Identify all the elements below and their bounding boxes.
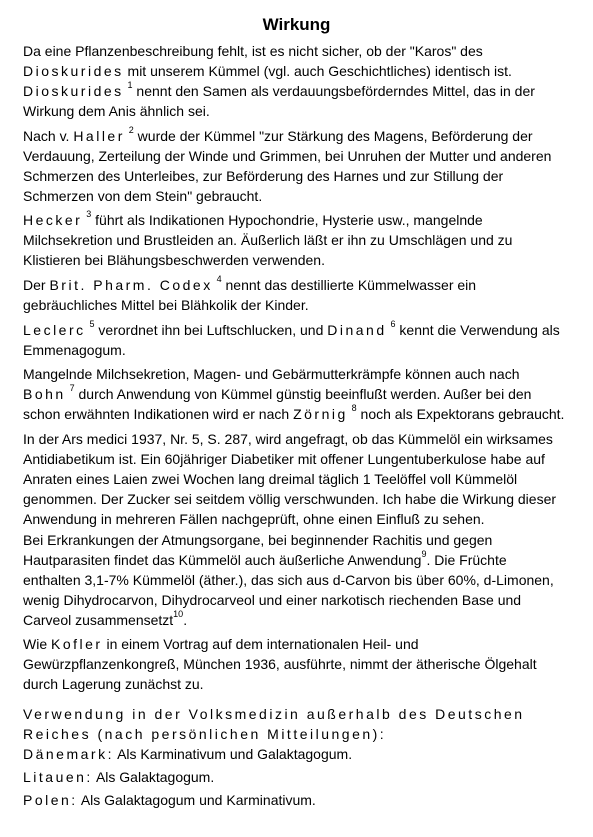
paragraph-1 — [23, 41, 578, 121]
paragraph-9 — [23, 634, 578, 694]
text-run: genommen. Der Zucker sei seitdem völlig verschwunden. Ich habe die Wirkung dieser — [23, 491, 557, 507]
text-line — [23, 654, 578, 674]
text-line — [23, 634, 578, 654]
spaced-name: Brit. Pharm. Codex — [49, 277, 213, 293]
text-run: führt als Indikationen Hypochondrie, Hysterie usw., mangelnde — [91, 212, 483, 228]
text-line — [23, 724, 578, 744]
text-line — [23, 166, 578, 186]
text-run — [387, 322, 391, 338]
spaced-name: Litauen: — [23, 769, 93, 785]
text-line — [23, 384, 578, 404]
text-run: in einem Vortrag auf dem internationalen Heil- und — [102, 636, 419, 652]
text-line — [23, 61, 578, 81]
text-line — [23, 704, 578, 724]
text-run: verordnet ihn bei Luftschlucken, und — [94, 322, 328, 338]
text-line — [23, 364, 578, 384]
paragraph-10 — [23, 704, 578, 744]
text-line — [23, 429, 578, 449]
spaced-name: Hecker — [23, 212, 83, 228]
paragraph-11 — [23, 744, 578, 764]
text-line — [23, 230, 578, 250]
text-line — [23, 509, 578, 529]
text-run — [66, 386, 70, 402]
spaced-name: Dioskurides — [23, 83, 124, 99]
text-line — [23, 81, 578, 101]
page-title: Wirkung — [262, 15, 331, 34]
text-run: Anwendung in mehreren Fällen nachgeprüft, ohne einen Einfluß zu sehen. — [23, 511, 485, 527]
text-run: Verdauung, Zerteilung der Winde und Grimmen, bei Unruhen der Mutter und anderen — [23, 148, 552, 164]
footnote-ref: 6 — [390, 319, 396, 329]
text-run: kennt die Verwendung als — [395, 322, 560, 338]
text-run: schon erwähnten Indikationen wird er nach — [23, 406, 294, 422]
text-line — [23, 295, 578, 315]
text-line — [23, 404, 578, 424]
spaced-name: Bohn — [23, 386, 66, 402]
text-line — [23, 530, 578, 550]
spaced-name: Dinand — [327, 322, 387, 338]
text-line — [23, 101, 578, 121]
text-run: Der — [23, 277, 50, 293]
spaced-name: Verwendung in der Volksmedizin außerhalb des Deutschen — [23, 706, 525, 722]
text-line — [23, 210, 578, 230]
footnote-ref: 2 — [128, 125, 134, 135]
paragraph-7 — [23, 429, 578, 529]
paragraph-13 — [23, 790, 578, 810]
text-line — [23, 469, 578, 489]
spaced-name: Leclerc — [23, 322, 86, 338]
text-run: Als Galaktagogum. — [92, 769, 215, 785]
text-run: Bei Erkrankungen der Atmungsorgane, bei beginnender Rachitis und gegen — [23, 532, 493, 548]
text-line — [23, 41, 578, 61]
text-run: wenig Dihydrocarvon, Dihydrocarveol und einer narkotisch riechenden Base und — [23, 592, 522, 608]
text-run — [86, 322, 90, 338]
text-run: Anraten eines Laien zwei Wochen lang dreimal täglich 1 Teelöffel voll Kümmelöl — [23, 471, 518, 487]
paragraph-8 — [23, 530, 578, 630]
footnote-ref: 8 — [351, 403, 357, 413]
text-run: nennt den Samen als verdauungsbeförderndes Mittel, das in der — [132, 83, 535, 99]
text-run: Wirkung dem Anis ähnlich sei. — [23, 103, 210, 119]
text-run: Als Galaktagogum und Karminativum. — [77, 792, 316, 808]
text-line — [23, 767, 578, 787]
text-line — [23, 570, 578, 590]
text-line — [23, 610, 578, 630]
footnote-ref: 7 — [69, 383, 75, 393]
text-run: Wie — [23, 636, 51, 652]
text-line — [23, 320, 578, 340]
text-run: In der Ars medici 1937, Nr. 5, S. 287, wird angefragt, ob das Kümmelöl ein wirksames — [23, 431, 553, 447]
text-run: Antidiabetikum ist. Ein 60jähriger Diabetiker mit offener Lungentuberkulose habe auf — [23, 451, 545, 467]
text-run: Schmerzen von dem Stein" gebraucht. — [23, 188, 263, 204]
footnote-ref: 1 — [127, 80, 133, 90]
paragraph-4 — [23, 275, 578, 315]
text-run: durch Lagerung zunächst zu. — [23, 676, 204, 692]
spaced-name: Reiches (nach persönlichen Mitteilungen): — [23, 726, 387, 742]
text-run: Milchsekretion und Brustleiden an. Äußerlich läßt er ihn zu Umschlägen und zu — [23, 232, 513, 248]
paragraph-2 — [23, 126, 578, 206]
text-run: Carveol zusammensetzt — [23, 612, 174, 628]
text-run: mit unserem Kümmel (vgl. auch Geschichtliches) identisch ist. — [123, 63, 512, 79]
footnote-ref: 5 — [89, 319, 95, 329]
text-line — [23, 449, 578, 469]
text-run: Da eine Pflanzenbeschreibung fehlt, ist es nicht sicher, ob der "Karos" des — [23, 43, 483, 59]
text-run: Mangelnde Milchsekretion, Magen- und Gebärmutterkrämpfe können auch nach — [23, 366, 520, 382]
text-run: enthalten 3,1-7% Kümmelöl (äther.), das sich aus d-Carvon bis über 60%, d-Limonen, — [23, 572, 554, 588]
text-run: durch Anwendung von Kümmel günstig beeinflußt werden. Außer bei den — [74, 386, 532, 402]
text-line — [23, 790, 578, 810]
paragraph-5 — [23, 320, 578, 360]
footnote-ref: 3 — [86, 209, 92, 219]
text-line — [23, 186, 578, 206]
text-run: . — [183, 612, 188, 628]
text-run: Gewürzpflanzenkongreß, München 1936, ausführte, nimmt der ätherische Ölgehalt — [23, 656, 537, 672]
text-run: wurde der Kümmel "zur Stärkung des Magens, Beförderung der — [133, 128, 533, 144]
text-line — [23, 550, 578, 570]
text-run — [124, 83, 128, 99]
spaced-name: Zörnig — [293, 406, 348, 422]
text-run: . Die Früchte — [426, 552, 507, 568]
paragraph-6 — [23, 364, 578, 424]
text-run: gebräuchliches Mittel bei Blähkolik der Kinder. — [23, 297, 309, 313]
spaced-name: Dioskurides — [23, 63, 124, 79]
spaced-name: Kofler — [51, 636, 103, 652]
footnote-ref: 4 — [216, 274, 222, 284]
footnote-ref: 9 — [421, 549, 427, 559]
text-run: noch als Expektorans gebraucht. — [356, 406, 565, 422]
text-line — [23, 250, 578, 270]
text-run: nennt das destillierte Kümmelwasser ein — [221, 277, 477, 293]
paragraph-3 — [23, 210, 578, 270]
text-line — [23, 489, 578, 509]
text-run: Klistieren bei Blähungsbeschwerden verwenden. — [23, 252, 325, 268]
paragraph-12 — [23, 767, 578, 787]
spaced-name: Dänemark: — [23, 746, 114, 762]
text-run: Schmerzen des Unterleibes, zur Beförderung des Harnes und zur Stillung der — [23, 168, 504, 184]
text-line — [23, 340, 578, 360]
text-line — [23, 126, 578, 146]
text-run: Emmenagogum. — [23, 342, 126, 358]
spaced-name: Polen: — [23, 792, 78, 808]
text-line — [23, 146, 578, 166]
text-run: Nach v. — [23, 128, 74, 144]
footnote-ref: 10 — [173, 609, 184, 619]
text-line — [23, 674, 578, 694]
text-line — [23, 275, 578, 295]
text-line — [23, 590, 578, 610]
text-run: Als Karminativum und Galaktagogum. — [113, 746, 353, 762]
text-run: Hautparasiten findet das Kümmelöl auch äußerliche Anwendung — [23, 552, 422, 568]
text-line — [23, 744, 578, 764]
spaced-name: Haller — [73, 128, 125, 144]
